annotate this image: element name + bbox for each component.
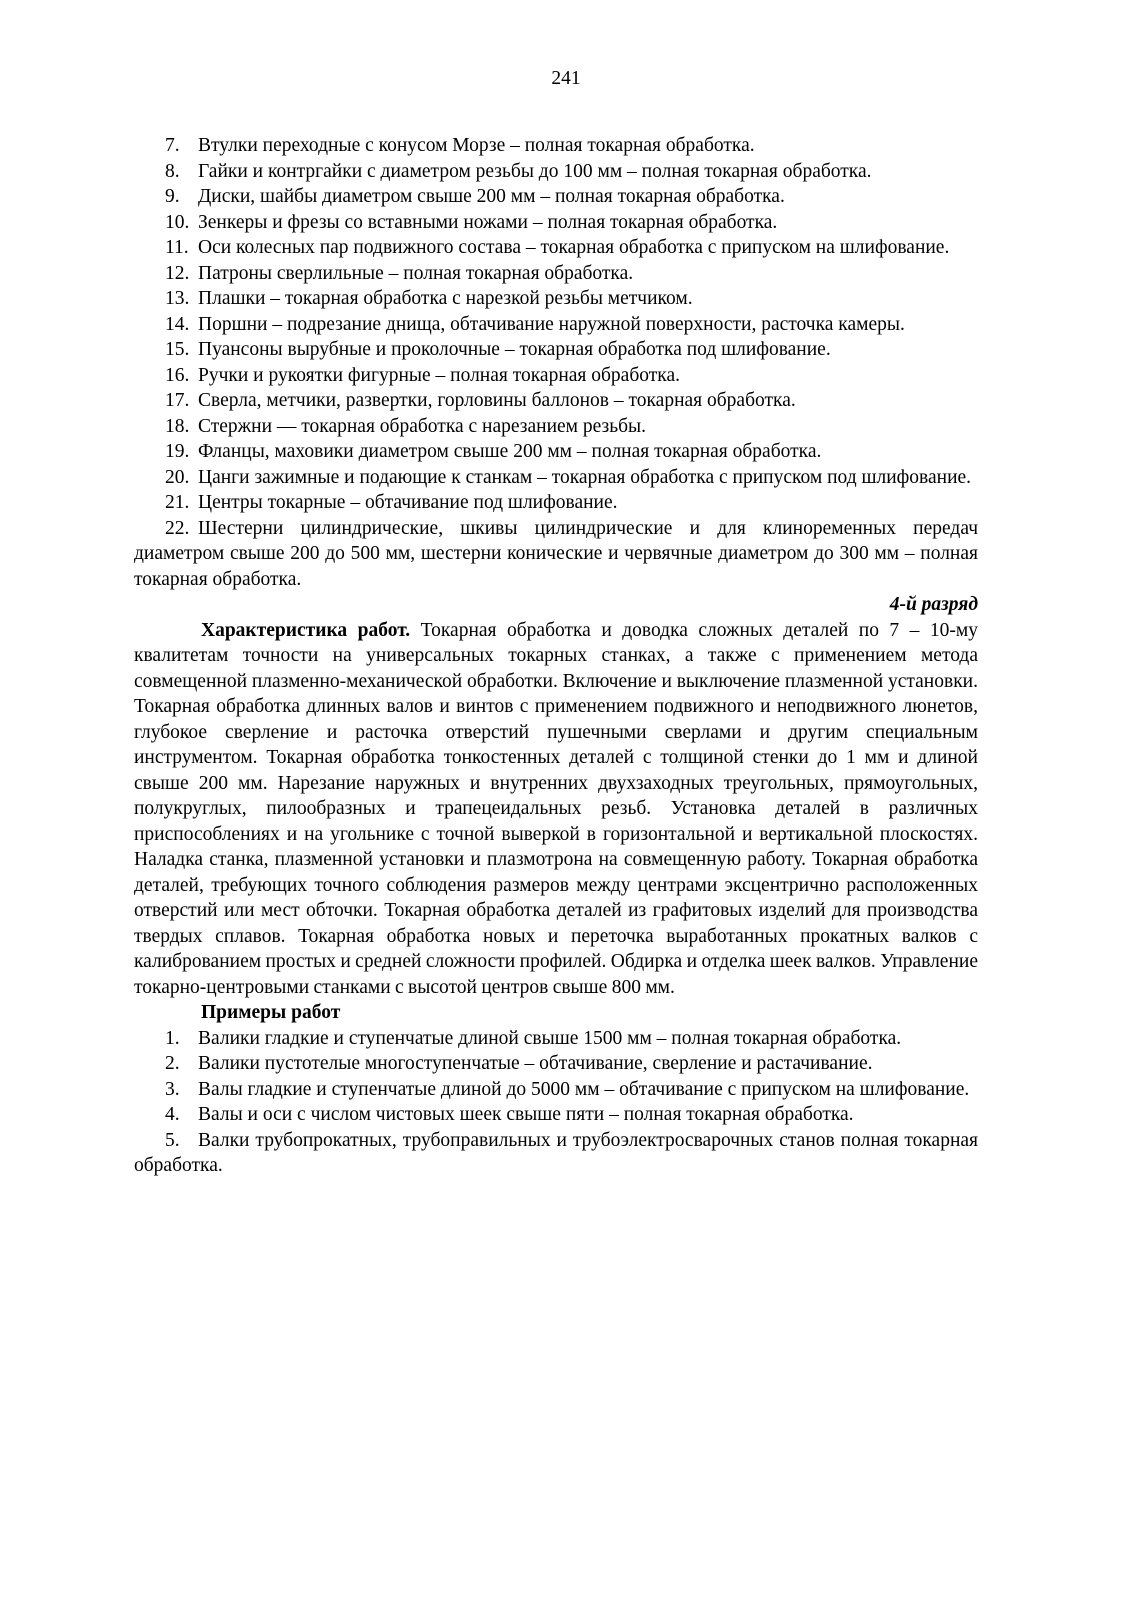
list-item-text: Диски, шайбы диаметром свыше 200 мм – полная токарная обработка. xyxy=(198,186,785,207)
list-item xyxy=(134,286,978,312)
list-item xyxy=(134,490,978,516)
example-item xyxy=(134,1026,978,1052)
examples-heading: Примеры работ xyxy=(201,1002,341,1023)
example-item xyxy=(134,1077,978,1103)
example-item-number: 1. xyxy=(165,1027,180,1049)
list-item-number: 18. xyxy=(165,415,190,437)
list-item-number: 21. xyxy=(165,492,190,513)
examples-list xyxy=(134,1026,978,1179)
list-item xyxy=(134,312,978,338)
list-item xyxy=(134,210,978,236)
example-item-number: 2. xyxy=(165,1053,180,1074)
page-content xyxy=(134,133,978,1179)
list-item xyxy=(134,516,978,593)
example-item xyxy=(134,1051,978,1077)
list-item-number: 10. xyxy=(165,211,190,233)
qualification-level-heading: 4-й разряд xyxy=(889,594,978,615)
list-item xyxy=(134,235,978,261)
list-item-number: 16. xyxy=(165,364,190,386)
list-item-text: Гайки и контргайки с диаметром резьбы до 100 мм – полная токарная обработка. xyxy=(198,160,872,182)
list-item-number: 13. xyxy=(165,288,190,309)
list-item-text: Плашки – токарная обработка с нарезкой резьбы метчиком. xyxy=(198,288,693,309)
list-item xyxy=(134,337,978,363)
list-item-text: Центры токарные – обтачивание под шлифование. xyxy=(198,492,618,513)
list-item-text: Пуансоны вырубные и проколочные – токарная обработка под шлифование. xyxy=(198,339,831,360)
list-item-text: Стержни — токарная обработка с нарезанием резьбы. xyxy=(198,415,647,437)
list-item-number: 17. xyxy=(165,390,190,411)
example-item xyxy=(134,1102,978,1128)
example-item-number: 3. xyxy=(165,1078,180,1100)
list-item-text: Зенкеры и фрезы со вставными ножами – полная токарная обработка. xyxy=(198,211,778,233)
example-item xyxy=(134,1128,978,1179)
list-item-text: Цанги зажимные и подающие к станкам – токарная обработка с припуском под шлифование. xyxy=(198,466,972,488)
list-item xyxy=(134,388,978,414)
list-item xyxy=(134,439,978,465)
list-item-text: Сверла, метчики, развертки, горловины баллонов – токарная обработка. xyxy=(198,390,796,411)
list-item-number: 15. xyxy=(165,339,190,360)
work-description-lead: Характеристика работ. xyxy=(201,619,411,641)
list-item-number: 12. xyxy=(165,262,190,284)
list-item xyxy=(134,184,978,210)
list-item xyxy=(134,414,978,440)
list-item-number: 20. xyxy=(165,466,190,488)
list-item-number: 22. xyxy=(165,517,190,539)
example-item-number: 5. xyxy=(165,1129,180,1151)
list-item-text: Фланцы, маховики диаметром свыше 200 мм – полная токарная обработка. xyxy=(198,441,822,462)
example-item-text: Валы и оси с числом чистовых шеек свыше пяти – полная токарная обработка. xyxy=(198,1104,854,1125)
list-item-number: 9. xyxy=(165,186,180,207)
list-item xyxy=(134,159,978,185)
list-item-text: Втулки переходные с конусом Морзе – полная токарная обработка. xyxy=(198,135,755,156)
list-item xyxy=(134,261,978,287)
work-description-text: Токарная обработка и доводка сложных деталей по 7 – 10-му квалитетам точности на универсальных токарных станках, а также с применением метода совмещенной плазменно-механической обработки. Включение и выключение плазменной установки. Токарная обработка длинных валов и винтов с применением подвижного и неподвижного люнетов, глубокое сверление и расточка отверстий пушечными сверлами и другим специальным инструментом. Токарная обработка тонкостенных деталей с толщиной стенки до 1 мм и длиной свыше 200 мм. Нарезание наружных и внутренних двухзаходных треугольных, прямоугольных, полукруглых, пилообразных и трапецеидальных резьб. Установка деталей в различных приспособлениях и на угольнике с точной выверкой в горизонтальной и вертикальной плоскостях. Наладка станка, плазменной установки и плазмотрона на совмещенную работу. Токарная обработка деталей, требующих точного соблюдения размеров между центрами эксцентрично расположенных отверстий или мест обточки. Токарная обработка деталей из графитовых изделий для производства твердых сплавов. Токарная обработка новых и переточка выработанных прокатных валков с калиброванием простых и средней сложности профилей. Обдирка и отделка шеек валков. Управление токарно-центровыми станками с высотой центров свыше 800 мм. xyxy=(134,619,978,998)
list-item-number: 11. xyxy=(165,237,189,258)
list-item-text: Ручки и рукоятки фигурные – полная токарная обработка. xyxy=(198,364,680,386)
example-item-text: Валы гладкие и ступенчатые длиной до 5000 мм – обтачивание с припуском на шлифование. xyxy=(198,1078,970,1100)
work-examples-list xyxy=(134,133,978,592)
list-item xyxy=(134,133,978,159)
list-item xyxy=(134,363,978,389)
example-item-text: Валки трубопрокатных, трубоправильных и трубоэлектросварочных станов полная токарная обработка. xyxy=(134,1129,978,1176)
list-item-text: Шестерни цилиндрические, шкивы цилиндрические и для клиноременных передач диаметром свыше 200 до 500 мм, шестерни конические и червячные диаметром до 300 мм – полная токарная обработка. xyxy=(134,517,978,590)
list-item-number: 14. xyxy=(165,313,190,335)
list-item-number: 8. xyxy=(165,160,180,182)
list-item-number: 7. xyxy=(165,135,180,156)
work-description-paragraph xyxy=(134,618,978,1001)
list-item xyxy=(134,465,978,491)
list-item-text: Поршни – подрезание днища, обтачивание наружной поверхности, расточка камеры. xyxy=(198,313,905,335)
page-number: 241 xyxy=(551,68,581,89)
list-item-text: Патроны сверлильные – полная токарная обработка. xyxy=(198,262,634,284)
example-item-text: Валики гладкие и ступенчатые длиной свыше 1500 мм – полная токарная обработка. xyxy=(198,1027,902,1049)
example-item-text: Валики пустотелые многоступенчатые – обтачивание, сверление и растачивание. xyxy=(198,1053,873,1074)
list-item-number: 19. xyxy=(165,441,190,462)
example-item-number: 4. xyxy=(165,1104,180,1125)
list-item-text: Оси колесных пар подвижного состава – токарная обработка с припуском на шлифование. xyxy=(198,237,950,258)
